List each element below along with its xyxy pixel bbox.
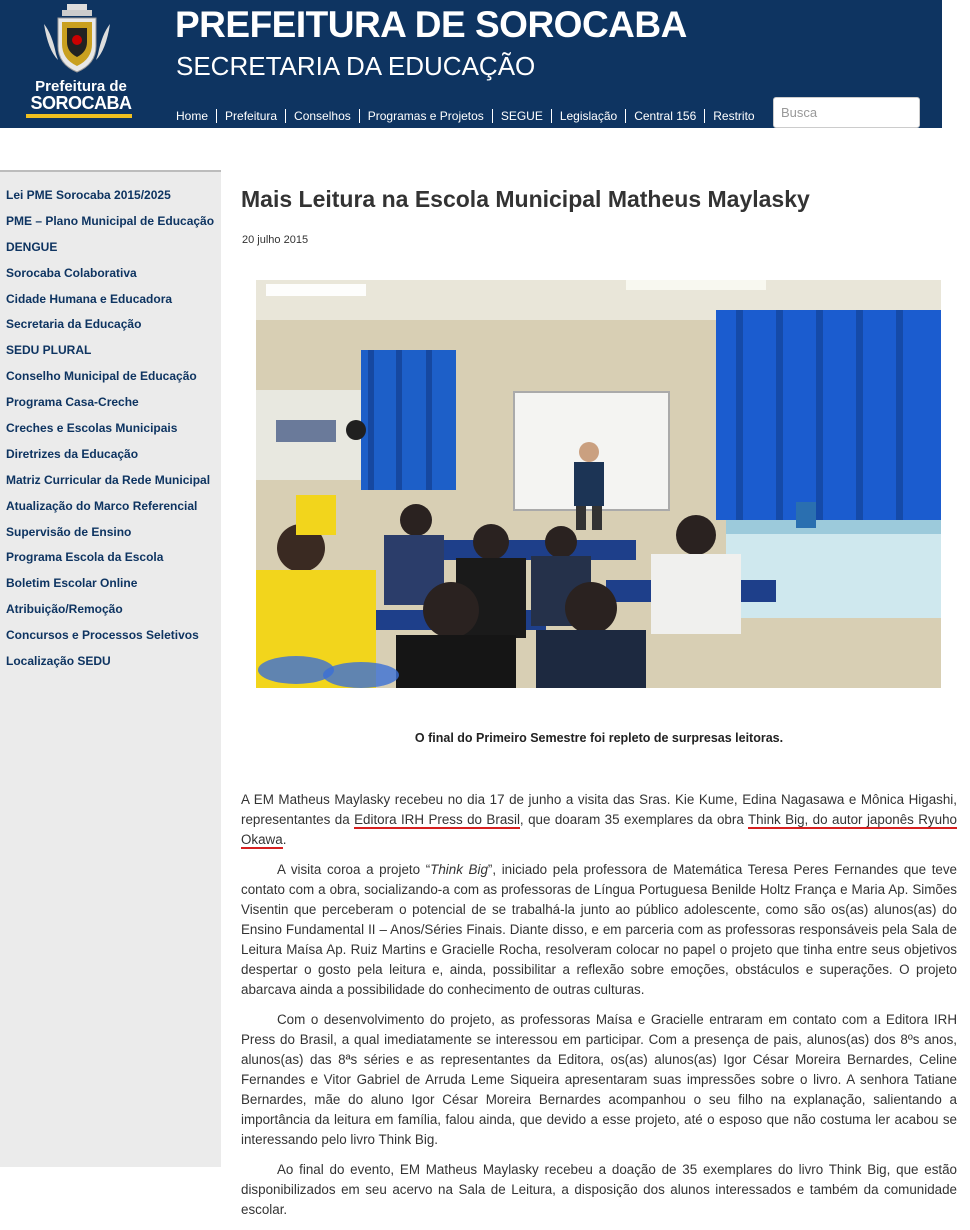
sidebar-link-dengue[interactable]: DENGUE	[6, 239, 58, 254]
site-title: PREFEITURA DE SOROCABA	[175, 4, 687, 45]
sidebar-item	[0, 471, 221, 497]
sidebar-link-creches-escolas[interactable]: Creches e Escolas Municipais	[6, 421, 178, 436]
paragraph: Ao final do evento, EM Matheus Maylasky recebeu a doação de 35 exemplares do livro Think Big, que estão disponibilizados em seu acervo na Sala de Leitura, a disposição dos alunos interessados e também da comunidade escolar.	[241, 1162, 957, 1217]
sidebar-item	[0, 523, 221, 549]
main-nav	[176, 109, 763, 123]
sidebar-link-supervisao[interactable]: Supervisão de Ensino	[6, 524, 132, 539]
nav-prefeitura[interactable]: Prefeitura	[216, 109, 285, 123]
coat-of-arms-icon	[40, 4, 114, 76]
nav-home[interactable]: Home	[176, 109, 209, 123]
sidebar-link-casa-creche[interactable]: Programa Casa-Creche	[6, 395, 139, 410]
logo-underline	[26, 114, 132, 118]
post-title: Mais Leitura na Escola Municipal Matheus Maylasky	[241, 186, 810, 212]
sidebar-item	[0, 290, 221, 316]
search-input[interactable]	[773, 97, 920, 128]
sidebar-item	[0, 548, 221, 574]
sidebar-link-localizacao[interactable]: Localização SEDU	[6, 654, 111, 669]
photo-caption: O final do Primeiro Semestre foi repleto de surpresas leitoras.	[414, 731, 784, 745]
paragraph	[241, 790, 957, 850]
site-subtitle: SECRETARIA DA EDUCAÇÃO	[176, 51, 536, 81]
sidebar-menu	[0, 172, 221, 678]
sidebar-item	[0, 341, 221, 367]
site-header	[0, 0, 942, 128]
sidebar-item	[0, 497, 221, 523]
sidebar-item	[0, 315, 221, 341]
sidebar-link-cidade-humana[interactable]: Cidade Humana e Educadora	[6, 291, 173, 306]
nav-conselhos[interactable]: Conselhos	[285, 109, 359, 123]
post-photo	[256, 280, 941, 688]
sidebar-link-sorocaba-colaborativa[interactable]: Sorocaba Colaborativa	[6, 265, 137, 280]
highlight-think-big: Think Big, do autor japonês Ryuho Okawa	[241, 812, 957, 847]
sidebar-item	[0, 367, 221, 393]
text-span: A EM Matheus Maylasky recebeu no dia 17 de junho a visita das Sras. Kie Kume, Edina Nagasawa e Mônica Higashi, representantes da	[241, 792, 957, 827]
classroom-photo	[256, 280, 941, 688]
sidebar-link-atribuicao[interactable]: Atribuição/Remoção	[6, 602, 123, 617]
sidebar-item	[0, 445, 221, 471]
text-span: .	[282, 832, 287, 847]
sidebar-item	[0, 238, 221, 264]
text-span: ”, iniciado pela professora de Matemática Teresa Peres Fernandes que teve contato com a obra, socializando-a com as professoras de Língua Portuguesa Benilde Holtz França e Maria Ap. Simões Visentin que perceberam o potencial de se trabalhá-la junto ao público adolescente, como são os(as) alunos(as) do Ensino Fundamental II – Anos/Séries Finais. Diante disso, e em parceria com as professoras responsáveis pela Sala de Leitura Maísa Ap. Ruiz Martins e Gracielle Rocha, resolveram colocar no papel o projeto que tinha entre seus objetivos despertar o gosto pela leitura e, ainda, possibilitar a reflexão sobre emoções, obstáculos e superações. O projeto abarcava ainda a possibilidade do conhecimento de outras culturas.	[241, 862, 958, 997]
paragraph	[241, 860, 957, 1000]
nav-legislacao[interactable]: Legislação	[551, 109, 625, 123]
post-body	[241, 790, 957, 1230]
sidebar-link-marco-referencial[interactable]: Atualização do Marco Referencial	[6, 498, 198, 513]
sidebar-item	[0, 652, 221, 678]
sidebar-link-boletim[interactable]: Boletim Escolar Online	[6, 576, 138, 591]
sidebar-item	[0, 393, 221, 419]
sidebar-link-diretrizes[interactable]: Diretrizes da Educação	[6, 446, 139, 461]
highlight-editora: Editora IRH Press do Brasil	[354, 812, 520, 827]
sidebar-item	[0, 264, 221, 290]
sidebar-link-concursos[interactable]: Concursos e Processos Seletivos	[6, 628, 199, 643]
sidebar-link-sedu-plural[interactable]: SEDU PLURAL	[6, 343, 92, 358]
post-date: 20 julho 2015	[242, 234, 309, 246]
nav-segue[interactable]: SEGUE	[492, 109, 551, 123]
sidebar-link-pme-plano[interactable]: PME – Plano Municipal de Educação	[6, 213, 215, 228]
text-italic: Think Big	[430, 862, 488, 877]
sidebar-item	[0, 212, 221, 238]
site-logo[interactable]	[22, 4, 138, 120]
sidebar	[0, 170, 221, 1167]
sidebar-item	[0, 600, 221, 626]
sidebar-link-matriz-curricular[interactable]: Matriz Curricular da Rede Municipal	[6, 472, 211, 487]
text-span: , que doaram 35 exemplares da obra	[519, 812, 748, 827]
sidebar-link-secretaria[interactable]: Secretaria da Educação	[6, 317, 142, 332]
sidebar-item	[0, 419, 221, 445]
sidebar-link-conselho[interactable]: Conselho Municipal de Educação	[6, 369, 197, 384]
nav-restrito[interactable]: Restrito	[704, 109, 762, 123]
text-span: A visita coroa a projeto “	[277, 862, 431, 877]
sidebar-item	[0, 574, 221, 600]
sidebar-link-escola-da-escola[interactable]: Programa Escola da Escola	[6, 550, 164, 565]
logo-text-line1: Prefeitura de	[35, 78, 127, 95]
sidebar-item	[0, 186, 221, 212]
nav-central-156[interactable]: Central 156	[625, 109, 704, 123]
sidebar-link-lei-pme[interactable]: Lei PME Sorocaba 2015/2025	[6, 188, 171, 202]
nav-programas-projetos[interactable]: Programas e Projetos	[359, 109, 492, 123]
logo-text-line2: SOROCABA	[30, 93, 132, 113]
paragraph: Com o desenvolvimento do projeto, as professoras Maísa e Gracielle entraram em contato com a Editora IRH Press do Brasil, a qual imediatamente se interessou em participar. Com a presença de pais, alunos(as) dos 8ºs anos, alunos(as) das 8ªs séries e as representantes da Editora, os(as) alunos(as) Igor César Moreira Bernardes, Celine Fernandes e Vitor Gabriel de Arruda Leme Siqueira apresentaram suas impressões sobre o livro. A senhora Tatiane Bernardes, mãe do aluno Igor César Moreira Bernardes acompanhou o seu filho na explanação, salientando a importância da leitura em família, falou ainda, que devido a esse projeto, até o esposo que não costuma ler acabou se interessando pelo livro Think Big.	[241, 1012, 957, 1147]
sidebar-item	[0, 626, 221, 652]
